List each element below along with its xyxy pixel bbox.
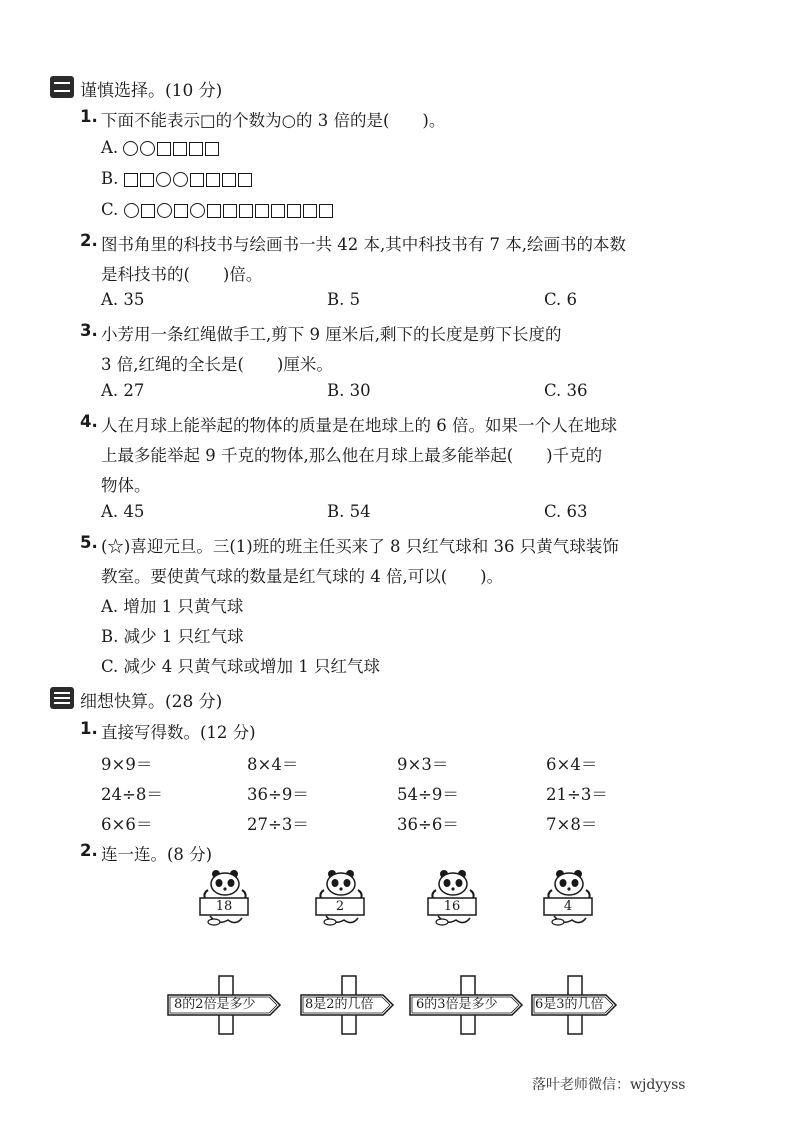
circle-icon: [140, 141, 155, 156]
arrow-sign-1: [166, 975, 282, 1035]
q4-option-b: B. 54: [327, 502, 371, 521]
square-icon: [124, 173, 138, 187]
calc-1-2: 54÷9＝: [397, 785, 459, 804]
panda-card-3-label: 16: [443, 899, 461, 914]
square-icon: [206, 173, 220, 187]
section-two-title: 谨慎选择。(10 分): [80, 81, 223, 101]
arrow-sign-4-label: 6是3的几倍: [535, 997, 604, 1012]
calc-1-0: 24÷8＝: [101, 785, 163, 804]
s3-q1-text: 直接写得数。(12 分): [101, 723, 256, 742]
section-two-badge-icon: [50, 76, 74, 98]
q4-line1: 人在月球上能举起的物体的质量是在地球上的 6 倍。如果一个人在地球: [101, 416, 617, 435]
panda-card-4-label: 4: [563, 899, 573, 914]
calc-2-3: 7×8＝: [546, 815, 598, 834]
square-icon: [271, 204, 285, 218]
arrow-sign-2-label: 8是2的几倍: [305, 997, 374, 1012]
square-icon: [141, 204, 155, 218]
square-icon: [207, 204, 221, 218]
q3-option-a: A. 27: [101, 381, 145, 400]
q2-option-a: A. 35: [101, 290, 145, 309]
q5-option-a: A. 增加 1 只黄气球: [101, 597, 244, 616]
square-icon: [239, 204, 253, 218]
panda-card-3: [424, 870, 480, 934]
circle-icon: [156, 172, 171, 187]
circle-icon: [124, 203, 139, 218]
q4-line2: 上最多能举起 9 千克的物体,那么他在月球上最多能举起( )千克的: [101, 446, 603, 465]
q2-option-b: B. 5: [327, 290, 361, 309]
square-icon: [190, 173, 204, 187]
square-icon: [205, 142, 219, 156]
circle-icon: [123, 141, 138, 156]
q1-option-a: A.: [101, 138, 219, 157]
q1-text: 下面不能表示□的个数为○的 3 倍的是( )。: [101, 111, 446, 130]
s3-q2-text: 连一连。(8 分): [101, 845, 213, 864]
circle-icon: [157, 203, 172, 218]
q5-option-b: B. 减少 1 只红气球: [101, 627, 244, 646]
q4-option-c: C. 63: [544, 502, 588, 521]
circle-icon: [173, 172, 188, 187]
q5-line2: 教室。要使黄气球的数量是红气球的 4 倍,可以( )。: [101, 567, 504, 586]
square-icon: [238, 173, 252, 187]
q1-option-a-shapes: [123, 141, 219, 156]
square-icon: [157, 142, 171, 156]
calc-0-1: 8×4＝: [247, 755, 299, 774]
arrow-sign-3-label: 6的3倍是多少: [416, 997, 498, 1012]
square-icon: [140, 173, 154, 187]
q2-number: 2.: [80, 231, 98, 250]
square-icon: [223, 204, 237, 218]
square-icon: [303, 204, 317, 218]
q4-number: 4.: [80, 412, 98, 431]
footer-watermark: 落叶老师微信：wjdyyss: [532, 1077, 686, 1093]
q2-line1: 图书角里的科技书与绘画书一共 42 本,其中科技书有 7 本,绘画书的本数: [101, 235, 626, 254]
panda-card-1-label: 18: [215, 899, 233, 914]
q3-line1: 小芳用一条红绳做手工,剪下 9 厘米后,剩下的长度是剪下长度的: [101, 325, 562, 344]
square-icon: [173, 142, 187, 156]
q5-number: 5.: [80, 533, 98, 552]
calc-2-2: 36÷6＝: [397, 815, 459, 834]
q5-option-c: C. 减少 4 只黄气球或增加 1 只红气球: [101, 657, 381, 676]
panda-card-4: [540, 870, 596, 934]
panda-card-1: [196, 870, 252, 934]
q3-line2: 3 倍,红绳的全长是( )厘米。: [101, 355, 333, 374]
square-icon: [189, 142, 203, 156]
q5-line1: (☆)喜迎元旦。三(1)班的班主任买来了 8 只红气球和 36 只黄气球装饰: [101, 537, 619, 556]
q1-option-c: C.: [101, 200, 333, 219]
square-icon: [287, 204, 301, 218]
q1-option-c-shapes: [124, 203, 333, 218]
q4-line3: 物体。: [101, 476, 151, 495]
q4-option-a: A. 45: [101, 502, 145, 521]
square-icon: [255, 204, 269, 218]
square-icon: [174, 204, 188, 218]
q1-number: 1.: [80, 107, 98, 126]
calc-1-1: 36÷9＝: [247, 785, 309, 804]
arrow-sign-1-label: 8的2倍是多少: [174, 997, 256, 1012]
panda-card-2-label: 2: [335, 899, 345, 914]
calc-0-2: 9×3＝: [397, 755, 449, 774]
q1-option-b-shapes: [124, 172, 252, 187]
q3-number: 3.: [80, 321, 98, 340]
calc-0-0: 9×9＝: [101, 755, 153, 774]
calc-1-3: 21÷3＝: [546, 785, 608, 804]
panda-card-2: [312, 870, 368, 934]
q3-option-c: C. 36: [544, 381, 588, 400]
s3-q2-number: 2.: [80, 841, 98, 860]
calc-2-0: 6×6＝: [101, 815, 153, 834]
arrow-sign-4: [530, 975, 618, 1035]
section-three-title: 细想快算。(28 分): [80, 692, 223, 712]
arrow-sign-2: [299, 975, 395, 1035]
s3-q1-number: 1.: [80, 719, 98, 738]
q1-option-b: B.: [101, 169, 252, 188]
q3-option-b: B. 30: [327, 381, 371, 400]
section-three-badge-icon: [50, 687, 74, 709]
square-icon: [222, 173, 236, 187]
circle-icon: [190, 203, 205, 218]
arrow-sign-3: [408, 975, 524, 1035]
q2-line2: 是科技书的( )倍。: [101, 265, 263, 284]
calc-2-1: 27÷3＝: [247, 815, 309, 834]
square-icon: [319, 204, 333, 218]
calc-0-3: 6×4＝: [546, 755, 598, 774]
q2-option-c: C. 6: [544, 290, 578, 309]
